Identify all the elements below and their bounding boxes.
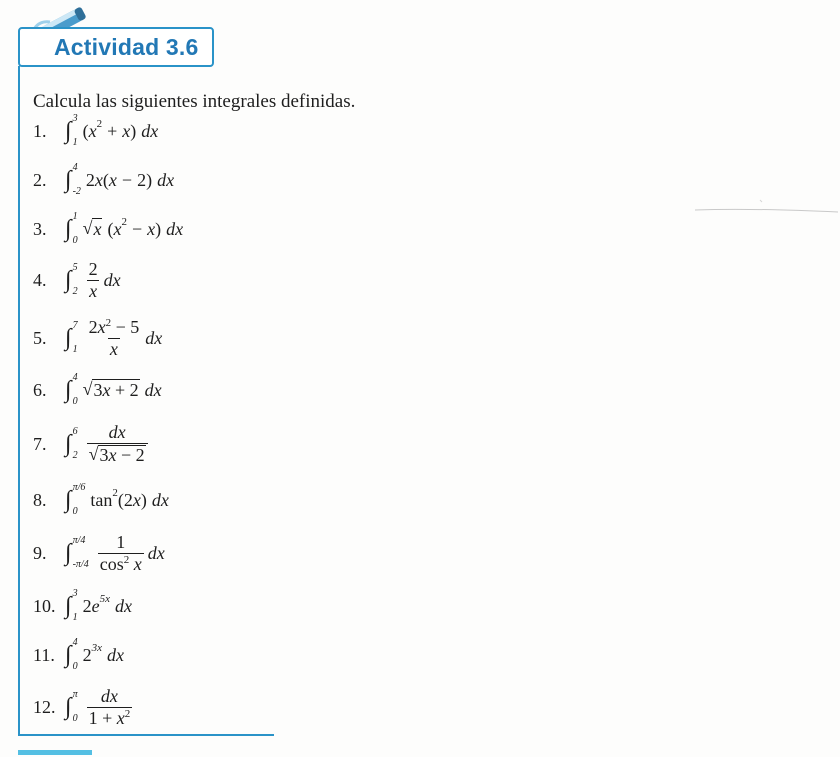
exercise-number: 2. — [33, 169, 47, 190]
activity-title: Actividad 3.6 — [54, 34, 199, 60]
exercise-item-12 — [33, 687, 136, 727]
exercise-item-10 — [33, 586, 132, 626]
integral-expression: ∫ π/6 0 tan 2 (2 x ) dx — [65, 482, 169, 517]
exercise-item-4 — [33, 260, 121, 300]
integral-expression: ∫ π/4 -π/4 $\frac{1}{\cos^2 x}$ dx — [65, 531, 165, 574]
exercise-number: 5. — [33, 327, 47, 348]
exercise-number: 11. — [33, 644, 55, 665]
integral-expression: ∫ 6 2 dx √ 3x − 2 — [65, 423, 152, 465]
left-border-rule — [18, 66, 20, 736]
integral-expression: ∫ 4 -2 2 x ( x − 2) dx — [65, 162, 175, 197]
exercise-number: 1. — [33, 120, 47, 141]
exercise-item-5 — [33, 318, 162, 358]
integral-expression: ∫ 7 1 $\frac{2x^2 - 5}{x}$ dx — [65, 316, 163, 359]
exercise-item-11 — [33, 635, 124, 675]
integral-expression: ∫ 5 2 $\frac{2}{x}$ dx — [65, 258, 121, 301]
exercise-number: 4. — [33, 269, 47, 290]
exercise-number: 7. — [33, 433, 47, 454]
exercise-number: 12. — [33, 696, 56, 717]
integral-expression: ∫ 4 0 √ 3x + 2 dx — [65, 372, 162, 407]
integral-expression: ∫ 3 1 ( x 2 + x ) dx — [65, 113, 159, 148]
integral-expression: ∫ 1 0 √ x ( x 2 − x ) dx — [65, 211, 184, 246]
exercise-item-1 — [33, 111, 158, 151]
exercise-number: 3. — [33, 218, 47, 239]
exercise-number: 6. — [33, 379, 47, 400]
integral-expression: ∫ 3 1 2 e 5x dx — [65, 588, 132, 623]
footer-accent-bar — [18, 750, 92, 755]
exercise-number: 10. — [33, 595, 56, 616]
exercise-item-8 — [33, 480, 169, 520]
exercise-item-9 — [33, 533, 165, 573]
exercise-item-6 — [33, 370, 162, 410]
bottom-border-rule — [18, 734, 274, 736]
instruction-text: Calcula las siguientes integrales definidas. — [33, 91, 356, 112]
pencil-mark-decoration — [690, 190, 840, 230]
exercise-item-3 — [33, 209, 183, 249]
exercise-number: 8. — [33, 489, 47, 510]
integral-expression: ∫ π 0 $\frac{dx}{1 + x^2}$ — [65, 685, 131, 728]
activity-header — [18, 27, 214, 67]
exercise-number: 9. — [33, 542, 47, 563]
exercise-item-7 — [33, 424, 152, 464]
exercise-item-2 — [33, 160, 174, 200]
integral-expression: ∫ 4 0 2 3x dx — [65, 637, 124, 672]
